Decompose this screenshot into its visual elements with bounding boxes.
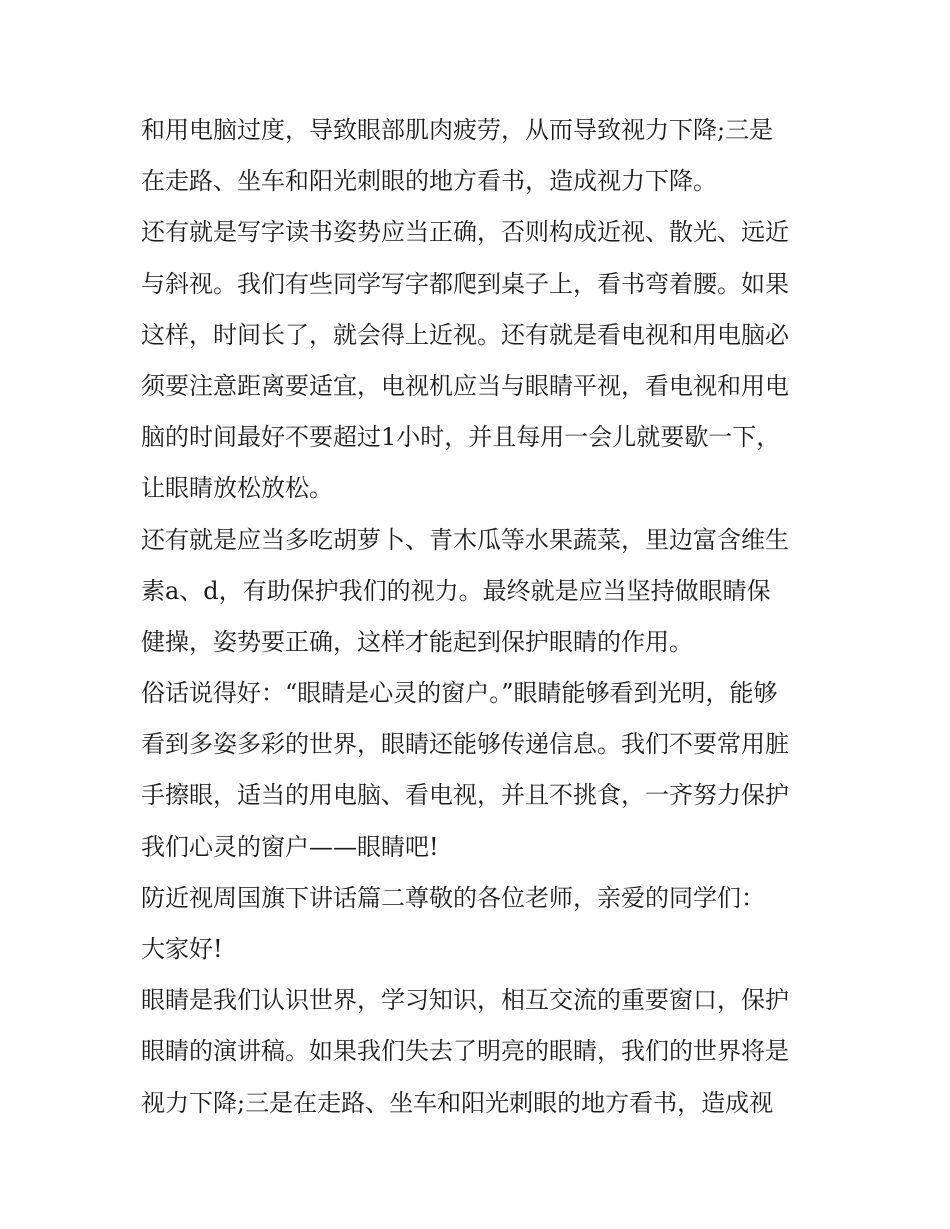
text-line: 还有就是应当多吃胡萝卜、青木瓜等水果蔬菜，里边富含维生 <box>141 525 789 554</box>
text-line: 防近视周国旗下讲话篇二尊敬的各位老师，亲爱的同学们： <box>141 883 765 912</box>
text-line: 与斜视。我们有些同学写字都爬到桌子上，看书弯着腰。如果 <box>141 269 789 298</box>
text-line: 俗话说得好：“眼睛是心灵的窗户。”眼睛能够看到光明，能够 <box>141 679 778 708</box>
text-line: 须要注意距离要适宜，电视机应当与眼睛平视，看电视和用电 <box>141 371 789 400</box>
text-line: 大家好! <box>141 935 223 963</box>
text-line: 脑的时间最好不要超过1小时，并且每用一会儿就要歇一下， <box>141 423 781 452</box>
text-line: 在走路、坐车和阳光刺眼的地方看书，造成视力下降。 <box>141 167 717 196</box>
text-line: 眼睛的演讲稿。如果我们失去了明亮的眼睛，我们的世界将是 <box>141 1037 789 1066</box>
text-line: 素a、d，有助保护我们的视力。最终就是应当坚持做眼睛保 <box>141 576 771 605</box>
text-line: 眼睛是我们认识世界，学习知识，相互交流的重要窗口，保护 <box>141 986 789 1015</box>
text-line: 手擦眼，适当的用电脑、看电视，并且不挑食，一齐努力保护 <box>141 781 789 810</box>
text-line: 这样，时间长了，就会得上近视。还有就是看电视和用电脑必 <box>141 320 789 349</box>
body-text <box>141 105 821 1129</box>
text-line: 和用电脑过度，导致眼部肌肉疲劳，从而导致视力下降;三是 <box>141 116 774 144</box>
text-line: 让眼睛放松放松。 <box>141 474 333 503</box>
text-line: 健操，姿势要正确，这样才能起到保护眼睛的作用。 <box>141 627 693 656</box>
text-line: 我们心灵的窗户——眼睛吧! <box>141 832 439 861</box>
text-line: 还有就是写字读书姿势应当正确，否则构成近视、散光、远近 <box>141 218 789 247</box>
text-line: 视力下降;三是在走路、坐车和阳光刺眼的地方看书，造成视 <box>141 1088 774 1117</box>
text-line: 看到多姿多彩的世界，眼睛还能够传递信息。我们不要常用脏 <box>141 730 789 759</box>
